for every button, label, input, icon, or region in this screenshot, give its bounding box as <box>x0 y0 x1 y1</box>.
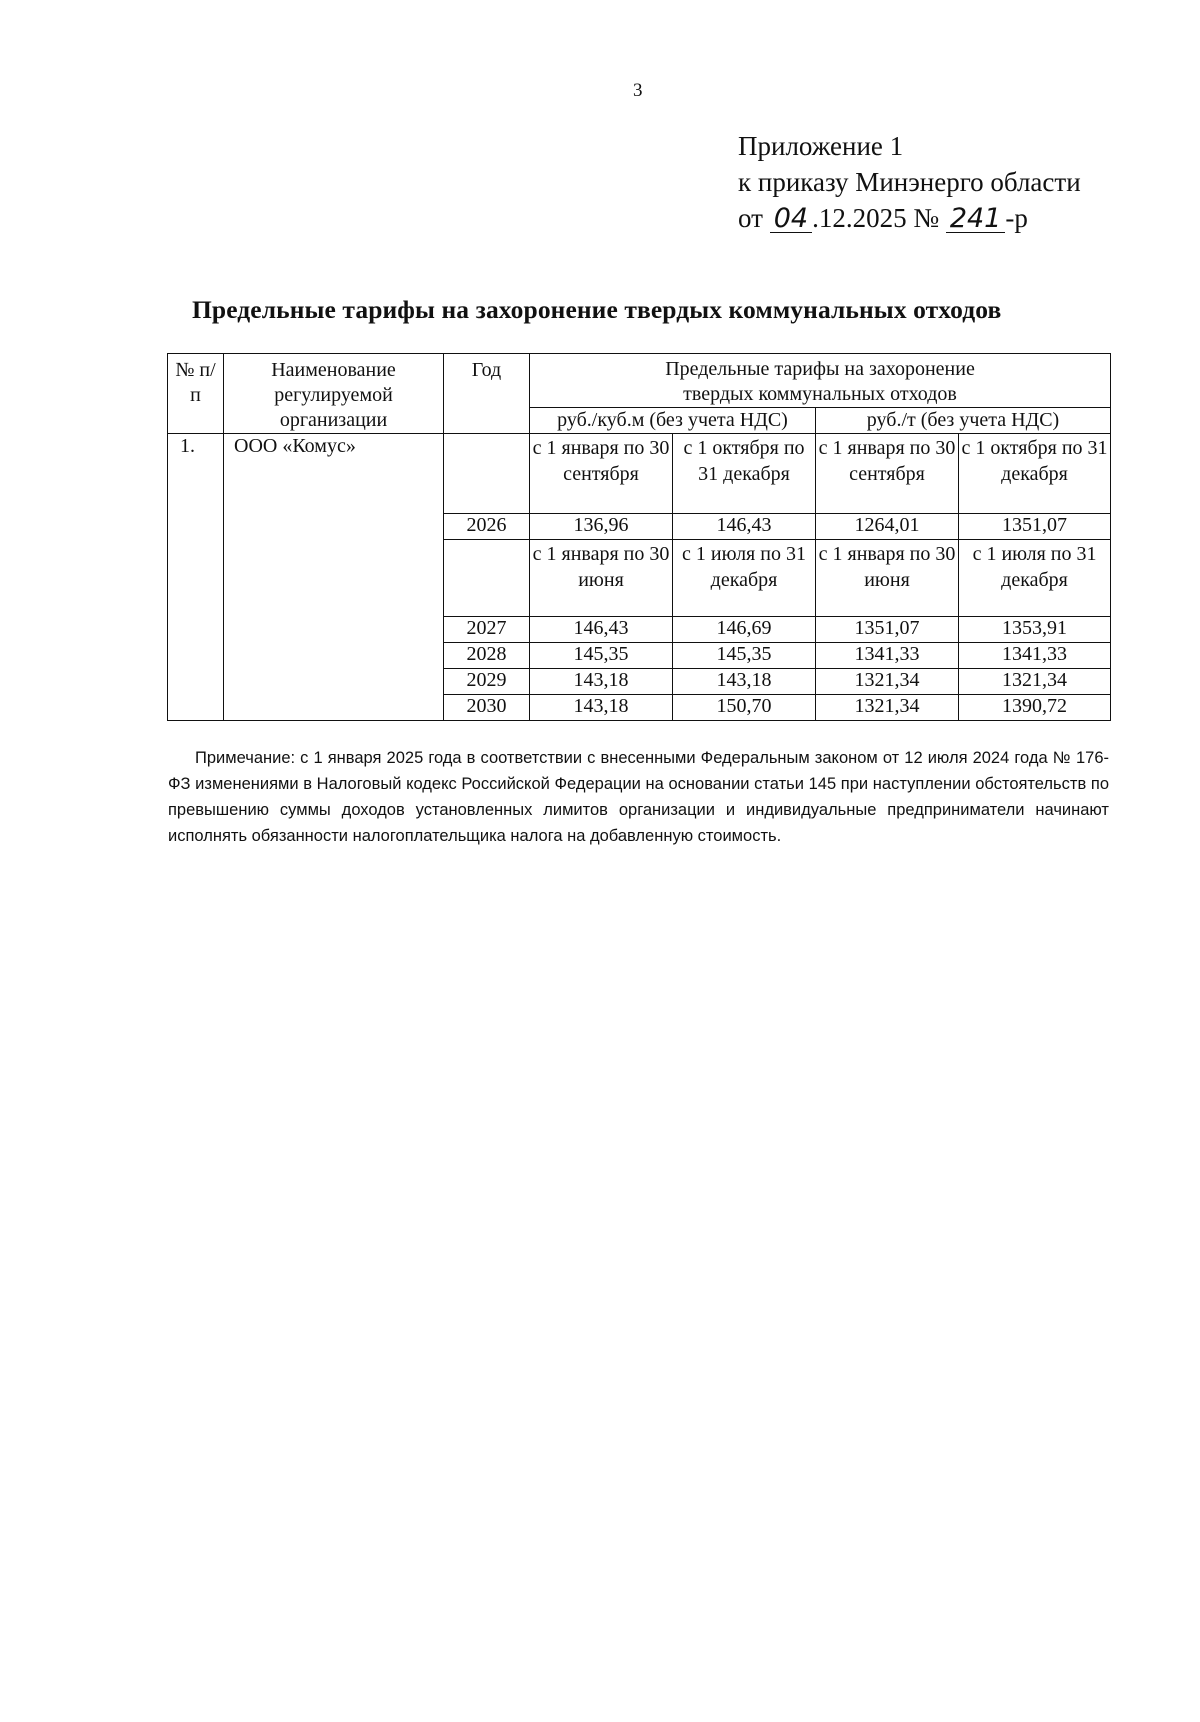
value-cell: 1264,01 <box>816 514 959 540</box>
value-cell: 150,70 <box>673 695 816 721</box>
value-cell: 146,43 <box>530 617 673 643</box>
footnote-note: Примечание: с 1 января 2025 года в соответствии с внесенными Федеральным законом от 12 июля 2024 года № 176-ФЗ изменениями в Налоговый кодекс Российской Федерации на основании статьи 145 при наступлении обстоятельств по превышению суммы доходов установленных лимитов организации и индивидуальные предприниматели начинают исполнять обязанности налогоплательщика налога на добавленную стоимость. <box>168 749 1109 845</box>
tariffs-table <box>167 353 1111 721</box>
order-number-suffix: -р <box>1005 203 1028 233</box>
appendix-line-1: Приложение 1 <box>738 131 904 161</box>
document-title: Предельные тарифы на захоронение твердых коммунальных отходов <box>192 295 1002 324</box>
value-cell: 146,43 <box>673 514 816 540</box>
year-cell: 2028 <box>444 643 530 669</box>
value-cell: 1390,72 <box>959 695 1111 721</box>
value-cell: 1341,33 <box>959 643 1111 669</box>
value-cell: 145,35 <box>530 643 673 669</box>
year-cell: 2027 <box>444 617 530 643</box>
year-cell: 2029 <box>444 669 530 695</box>
period-2027-m3-2: с 1 июля по 31 декабря <box>673 540 816 617</box>
header-num: № п/п <box>168 354 224 434</box>
value-cell: 143,18 <box>673 669 816 695</box>
period-2026-t-2: с 1 октября по 31 декабря <box>959 434 1111 514</box>
header-unit-t: руб./т (без учета НДС) <box>816 408 1111 434</box>
handwritten-day: 04 <box>770 206 812 233</box>
period-2026-t-1: с 1 января по 30 сентября <box>816 434 959 514</box>
row-number: 1. <box>168 434 224 721</box>
appendix-date-line <box>738 200 1081 236</box>
handwritten-order-number: 241 <box>946 206 1006 233</box>
value-cell: 145,35 <box>673 643 816 669</box>
year-cell-empty <box>444 540 530 617</box>
header-year: Год <box>444 354 530 434</box>
period-2027-m3-1: с 1 января по 30 июня <box>530 540 673 617</box>
value-cell: 1341,33 <box>816 643 959 669</box>
header-organization: Наименование регулируемой организации <box>224 354 444 434</box>
date-mid: .12.2025 № <box>812 203 946 233</box>
period-2027-t-1: с 1 января по 30 июня <box>816 540 959 617</box>
value-cell: 1321,34 <box>959 669 1111 695</box>
period-2027-t-2: с 1 июля по 31 декабря <box>959 540 1111 617</box>
period-2026-m3-2: с 1 октября по 31 декабря <box>673 434 816 514</box>
value-cell: 143,18 <box>530 695 673 721</box>
date-prefix: от <box>738 203 770 233</box>
appendix-line-2: к приказу Минэнерго области <box>738 167 1081 197</box>
value-cell: 1353,91 <box>959 617 1111 643</box>
year-cell-empty <box>444 434 530 514</box>
header-tariffs: Предельные тарифы на захоронение твердых коммунальных отходов <box>530 354 1111 408</box>
header-unit-m3: руб./куб.м (без учета НДС) <box>530 408 816 434</box>
value-cell: 143,18 <box>530 669 673 695</box>
organization-name: ООО «Комус» <box>224 434 444 721</box>
period-2026-m3-1: с 1 января по 30 сентября <box>530 434 673 514</box>
value-cell: 146,69 <box>673 617 816 643</box>
value-cell: 136,96 <box>530 514 673 540</box>
page-number: 3 <box>633 80 643 101</box>
value-cell: 1321,34 <box>816 695 959 721</box>
value-cell: 1321,34 <box>816 669 959 695</box>
appendix-block <box>738 128 1081 236</box>
value-cell: 1351,07 <box>959 514 1111 540</box>
year-cell: 2026 <box>444 514 530 540</box>
value-cell: 1351,07 <box>816 617 959 643</box>
year-cell: 2030 <box>444 695 530 721</box>
